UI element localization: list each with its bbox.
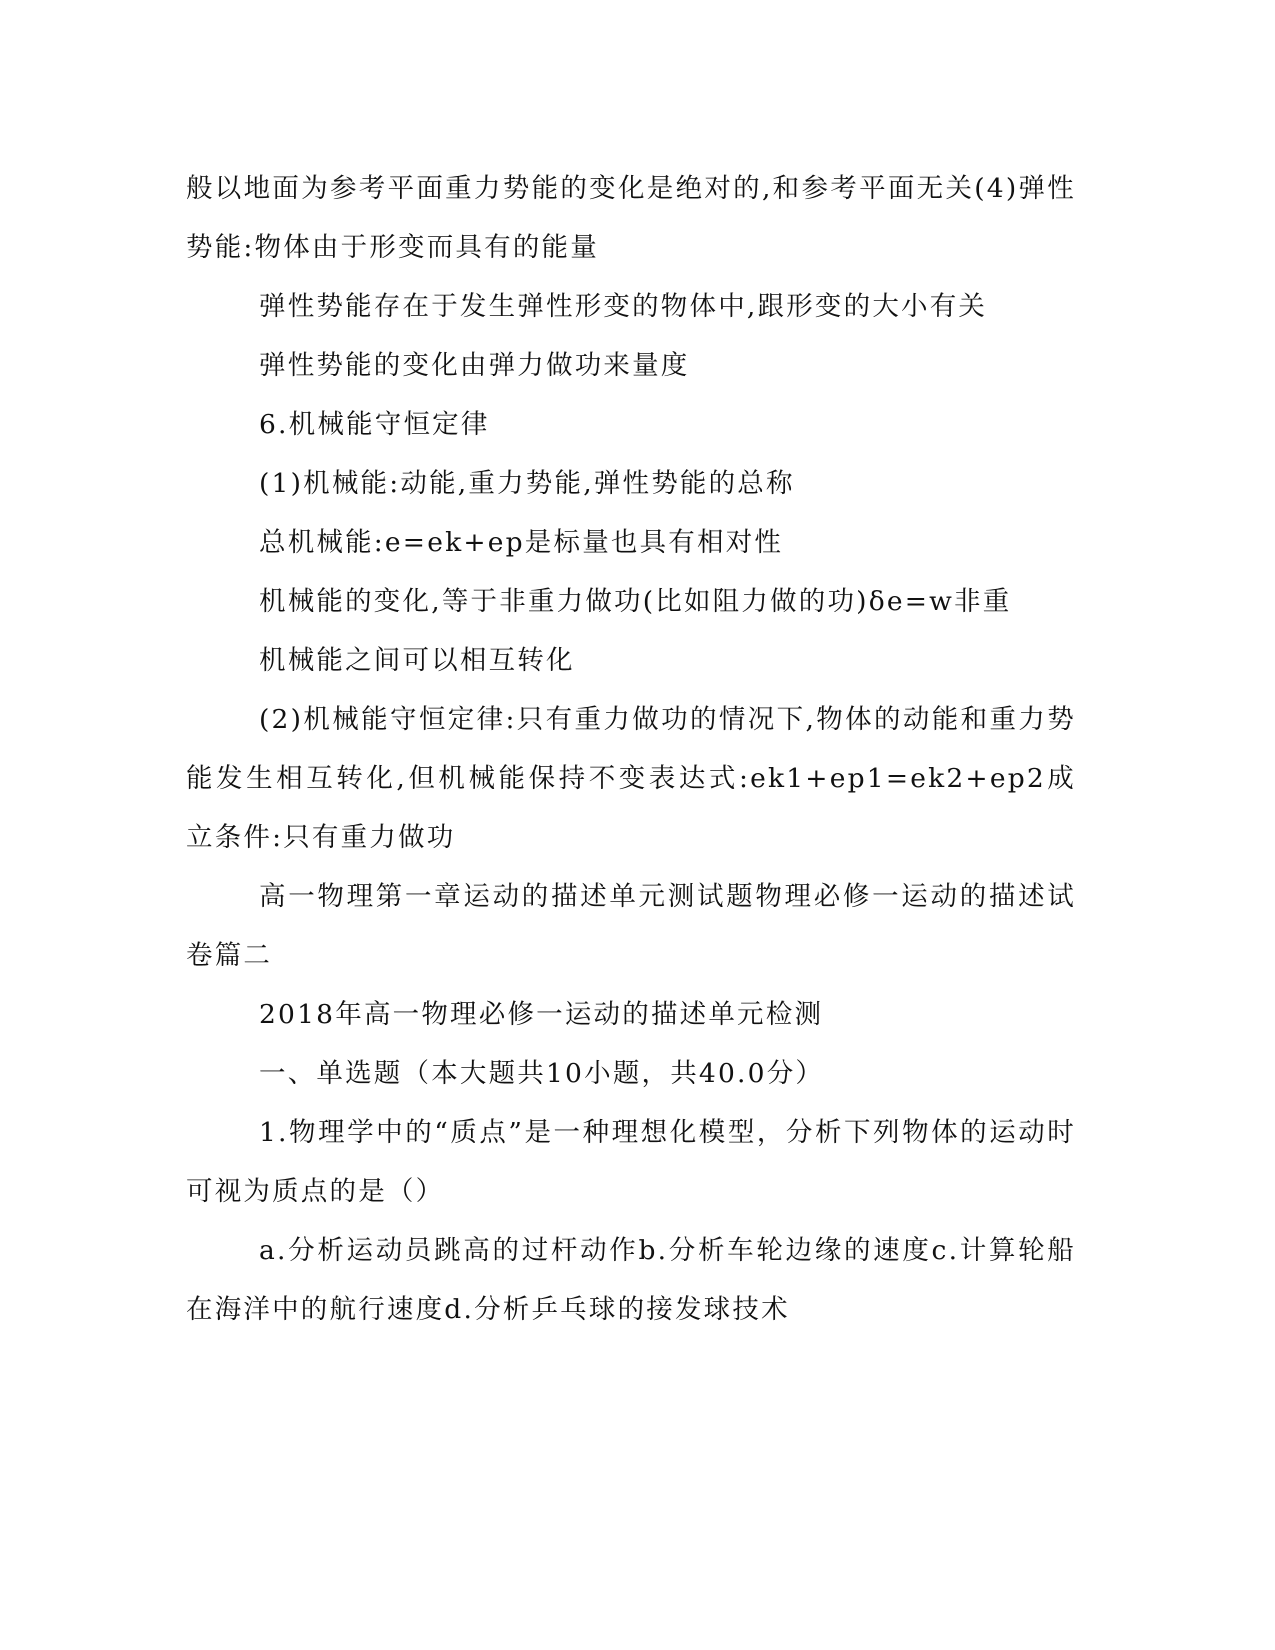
paragraph-total-mechanical-energy: 总机械能:e=ek+ep是标量也具有相对性 (259, 527, 784, 558)
section-heading-single-choice: 一、单选题（本大题共10小题，共40.0分） (259, 1058, 825, 1089)
paragraph-elastic-energy-presence: 弹性势能存在于发生弹性形变的物体中,跟形变的大小有关 (259, 291, 988, 322)
paragraph-gravity-potential-energy: 般以地面为参考平面重力势能的变化是绝对的,和参考平面无关(4)弹性势能:物体由于形变而具有的能量 (186, 173, 1076, 263)
article-title-part-two: 高一物理第一章运动的描述单元测试题物理必修一运动的描述试卷篇二 (186, 881, 1076, 971)
paragraph-elastic-energy-change: 弹性势能的变化由弹力做功来量度 (259, 350, 690, 381)
section-heading-conservation-law: 6.机械能守恒定律 (259, 409, 490, 440)
paragraph-conservation-law-statement: (2)机械能守恒定律:只有重力做功的情况下,物体的动能和重力势能发生相互转化,但机械能保持不变表达式:ek1+ep1=ek2+ep2成立条件:只有重力做功 (186, 704, 1076, 853)
document-body (186, 159, 1076, 1339)
paragraph-mechanical-energy-change: 机械能的变化,等于非重力做功(比如阻力做的功)δe=w非重 (259, 586, 1012, 617)
question-1-options: a.分析运动员跳高的过杆动作b.分析车轮边缘的速度c.计算轮船在海洋中的航行速度d.分析乒乓球的接发球技术 (186, 1235, 1076, 1325)
question-1-stem: 1.物理学中的“质点”是一种理想化模型，分析下列物体的运动时可视为质点的是（） (186, 1117, 1076, 1207)
paragraph-mechanical-energy-conversion: 机械能之间可以相互转化 (259, 645, 575, 676)
paragraph-mechanical-energy-definition: (1)机械能:动能,重力势能,弹性势能的总称 (259, 468, 795, 499)
exam-title: 2018年高一物理必修一运动的描述单元检测 (259, 999, 824, 1030)
